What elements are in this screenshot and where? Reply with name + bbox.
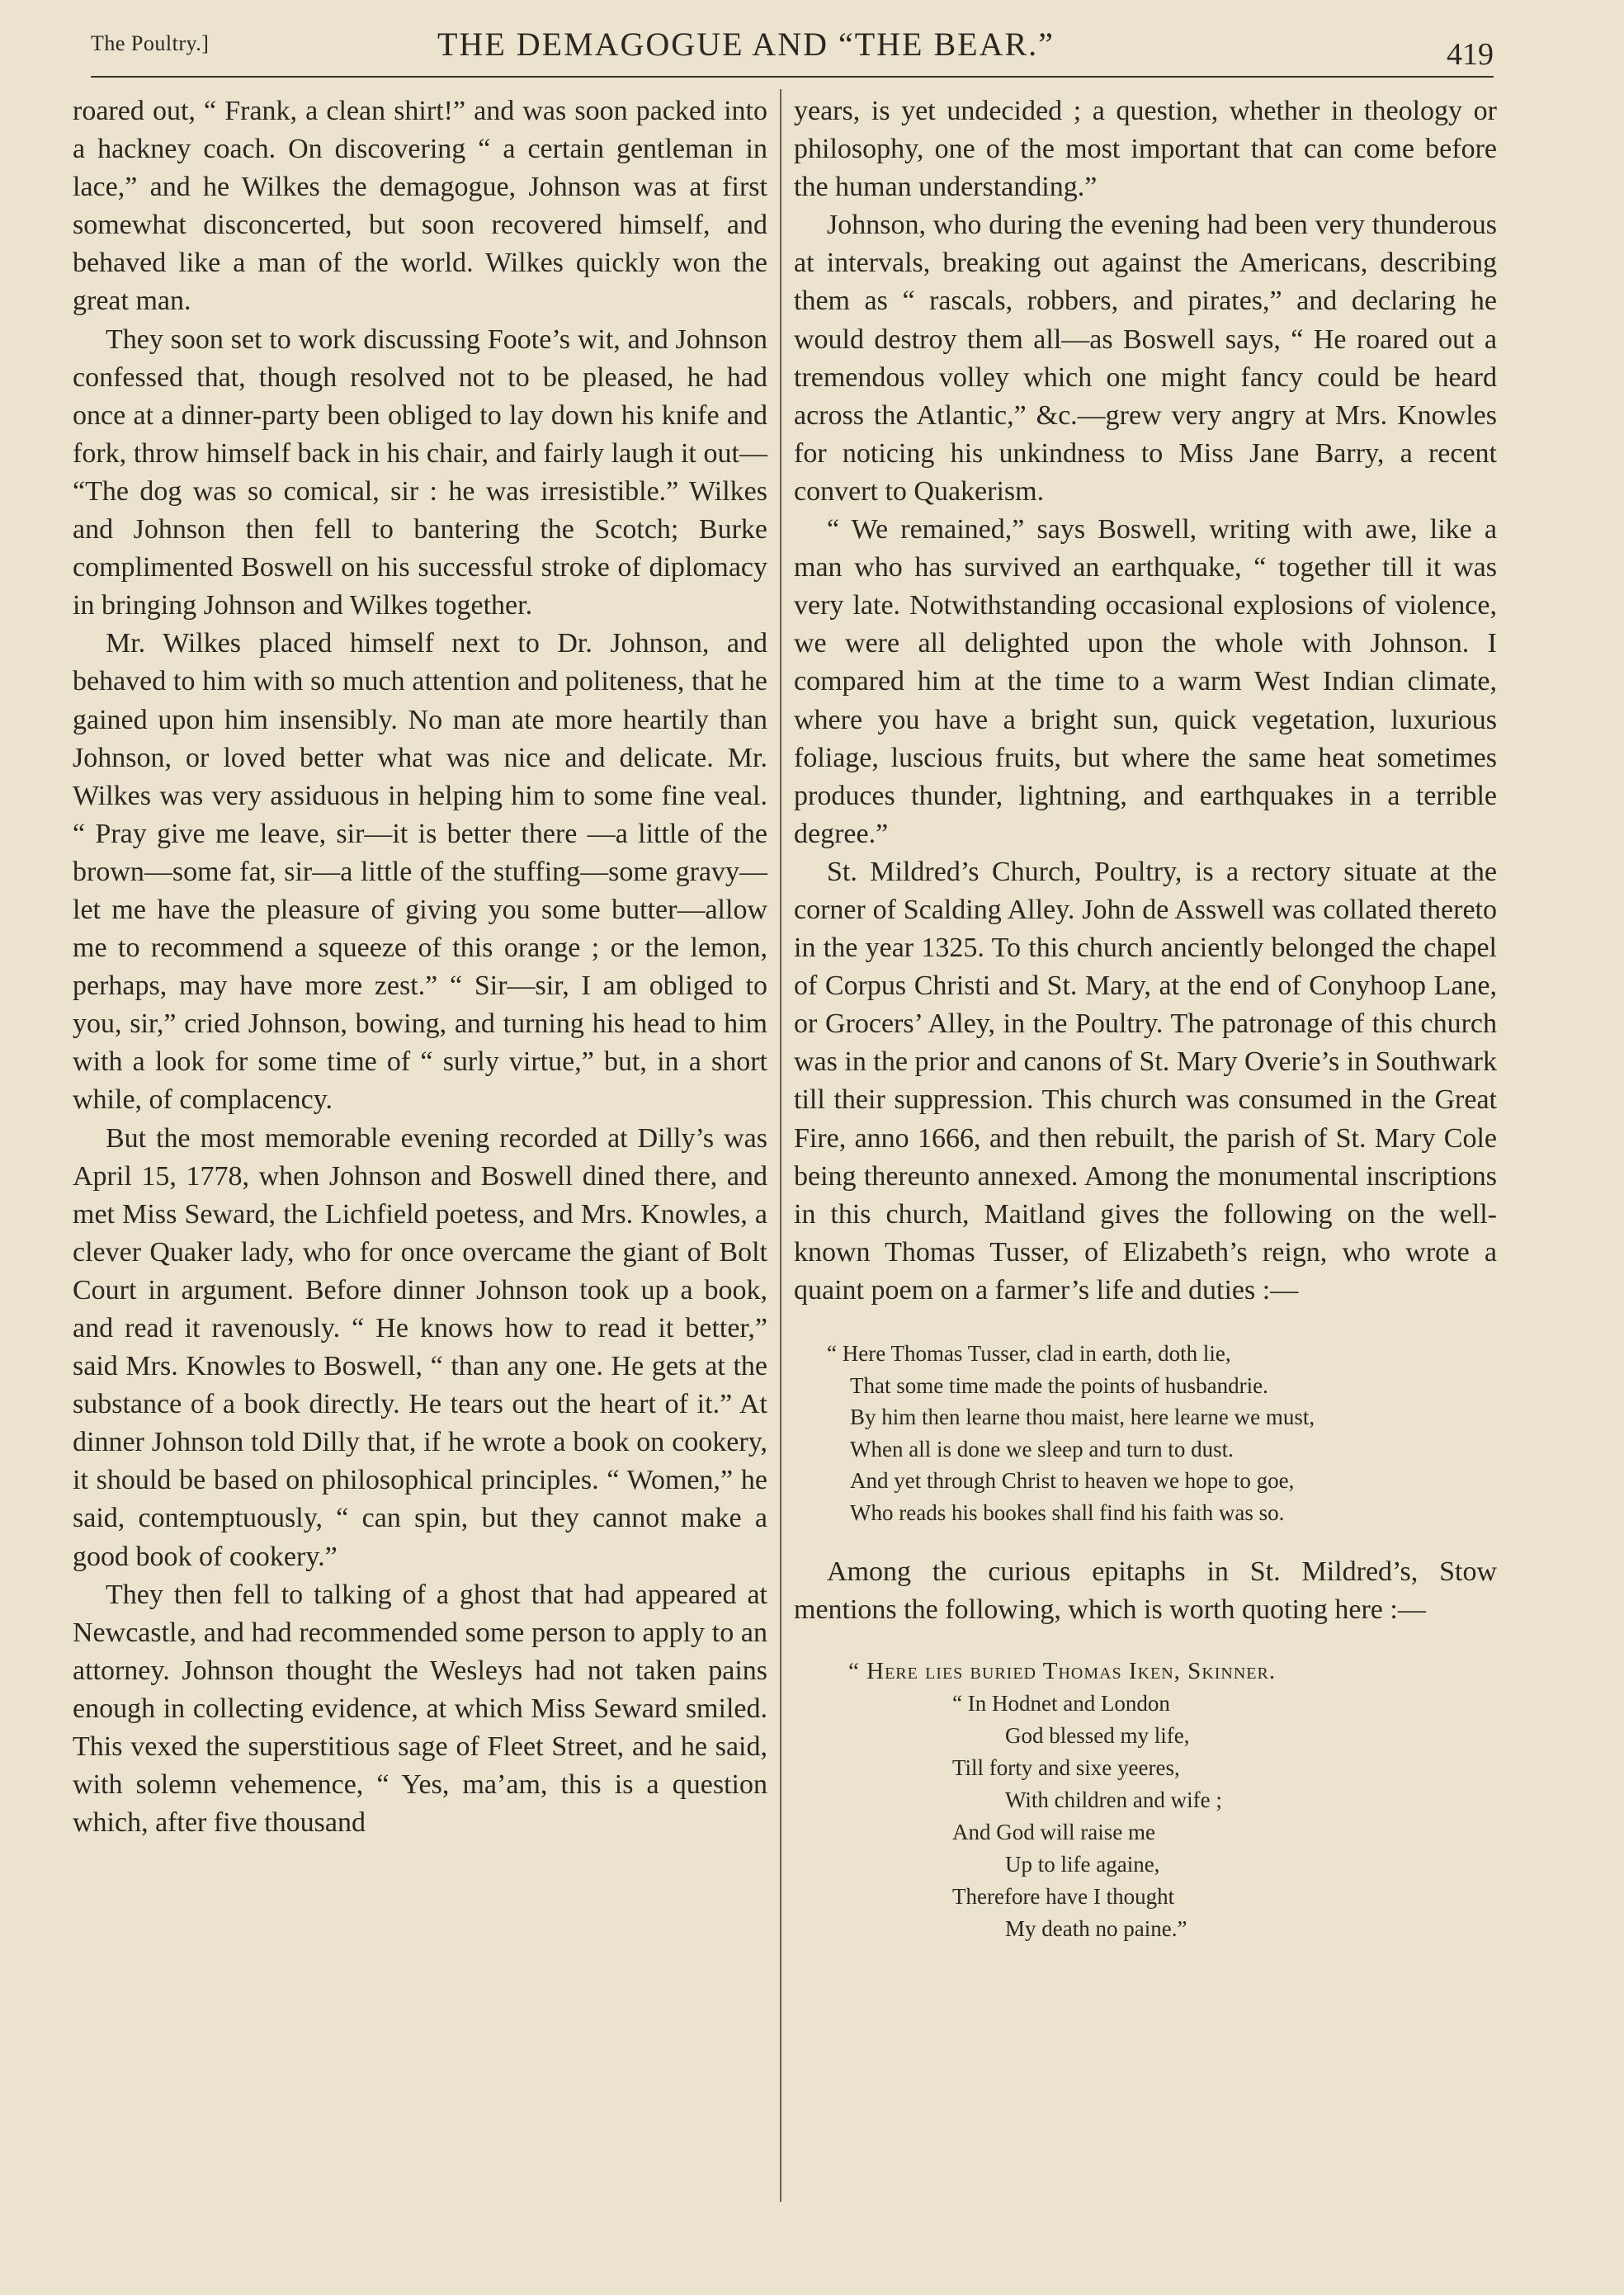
page-title: THE DEMAGOGUE AND “THE BEAR.”	[437, 26, 1055, 63]
epitaph-line: “ In Hodnet and London	[952, 1691, 1170, 1717]
column-divider	[780, 89, 781, 2202]
paragraph: St. Mildred’s Church, Poultry, is a rectory situate at the corner of Scalding Alley. John de Asswell was collated thereto in the year 1325. To this church anciently belonged the chapel of Corpus Christi and St. Mary, at the end of Conyhoop Lane, or Grocers’ Alley, in the Poultry. The patronage of this church was in the prior and canons of St. Mary Overie’s in Southwark till their suppression. This church was consumed in the Great Fire, anno 1666, and then rebuilt, the parish of St. Mary Cole being thereunto annexed. Among the monumental inscriptions in this church, Maitland gives the following on the well-known Thomas Tusser, of Elizabeth’s reign, who wrote a quaint poem on a farmer’s life and duties :—	[794, 856, 1497, 1306]
tusser-poem	[794, 1338, 1497, 1528]
page-header	[91, 25, 1494, 83]
poem-line: “ Here Thomas Tusser, clad in earth, doth lie,	[827, 1341, 1231, 1366]
right-column	[794, 92, 1497, 1945]
poem-line: Who reads his bookes shall find his faith was so.	[850, 1499, 1285, 1525]
paragraph: They then fell to talking of a ghost that had appeared at Newcastle, and had recommended some person to apply to an attorney. Johnson thought the Wesleys had not taken pains enough in collecting evidence, at which Miss Seward smiled. This vexed the superstitious sage of Fleet Street, and he said, with solemn vehemence, “ Yes, ma’am, this is a question which, after five thousand	[73, 1579, 767, 1839]
running-head: The Poultry.]	[91, 31, 210, 55]
poem-line: And yet through Christ to heaven we hope to goe,	[850, 1468, 1295, 1493]
header-rule	[91, 76, 1494, 78]
poem-line: That some time made the points of husbandrie.	[850, 1372, 1268, 1398]
paragraph: They soon set to work discussing Foote’s wit, and Johnson confessed that, though resolved not to be pleased, he had once at a dinner-party been obliged to lay down his knife and fork, throw himself back in his chair, and fairly laugh it out— “The dog was so comical, sir : he was irresistible.” Wilkes and Johnson then fell to bantering the Scotch; Burke complimented Boswell on his successful stroke of diplomacy in bringing Johnson and Wilkes together.	[73, 323, 767, 621]
epitaph-line: Till forty and sixe yeeres,	[952, 1755, 1180, 1781]
epitaph-line: And God will raise me	[952, 1820, 1155, 1845]
paragraph: roared out, “ Frank, a clean shirt!” and was soon packed into a hackney coach. On discovering “ a certain gentleman in lace,” and he Wilkes the demagogue, Johnson was at first somewhat disconcerted, but soon recovered himself, and behaved like a man of the world. Wilkes quickly won the great man.	[73, 96, 767, 317]
poem-line: When all is done we sleep and turn to dust.	[850, 1436, 1234, 1462]
page-number: 419	[1447, 37, 1494, 72]
paragraph: “ We remained,” says Boswell, writing with awe, like a man who has survived an earthquake, “ together till it was very late. Notwithstanding occasional explosions of violence, we were all delighted upon the whole with Johnson. I compared him at the time to a warm West Indian climate, where you have a bright sun, quick vegetation, luxurious foliage, luscious fruits, but where the same heat sometimes produces thunder, lightning, and earthquakes in a terrible degree.”	[794, 514, 1497, 849]
epitaph-line: With children and wife ;	[1005, 1787, 1222, 1813]
epitaph-line: Therefore have I thought	[952, 1884, 1175, 1910]
epitaph-line: Up to life againe,	[1005, 1852, 1160, 1877]
epitaph-line: My death no paine.”	[1005, 1916, 1187, 1942]
paragraph: years, is yet undecided ; a question, whether in theology or philosophy, one of the most important that can come before the human understanding.”	[794, 96, 1497, 203]
iken-epitaph	[794, 1655, 1497, 1945]
epitaph-line: God blessed my life,	[1005, 1723, 1190, 1749]
paragraph: Johnson, who during the evening had been very thunderous at intervals, breaking out against the Americans, describing them as “ rascals, robbers, and pirates,” and declaring he would destroy them all—as Boswell says, “ He roared out a tremendous volley which one might fancy could be heard across the Atlantic,” &c.—grew very angry at Mrs. Knowles for noticing his unkindness to Miss Jane Barry, a recent convert to Quakerism.	[794, 210, 1497, 507]
poem-line: By him then learne thou maist, here learne we must,	[850, 1405, 1315, 1429]
epitaph-heading: “ Here lies buried Thomas Iken, Skinner.	[848, 1658, 1277, 1685]
paragraph: Among the curious epitaphs in St. Mildred’s, Stow mentions the following, which is worth quoting here :—	[794, 1556, 1497, 1626]
paragraph: Mr. Wilkes placed himself next to Dr. Johnson, and behaved to him with so much attention and politeness, that he gained upon him insensibly. No man ate more heartily than Johnson, or loved better what was nice and delicate. Mr. Wilkes was very assiduous in helping him to some fine veal. “ Pray give me leave, sir—it is better there —a little of the brown—some fat, sir—a little of the stuffing—some gravy—let me have the pleasure of giving you some butter—allow me to recommend a squeeze of this orange ; or the lemon, perhaps, may have more zest.” “ Sir—sir, I am obliged to you, sir,” cried Johnson, bowing, and turning his head to him with a look for some time of “ surly virtue,” but, in a short while, of complacency.	[73, 628, 767, 1116]
paragraph: But the most memorable evening recorded at Dilly’s was April 15, 1778, when Johnson and Boswell dined there, and met Miss Seward, the Lichfield poetess, and Mrs. Knowles, a clever Quaker lady, who for once overcame the giant of Bolt Court in argument. Before dinner Johnson took up a book, and read it ravenously. “ He knows how to read it better,” said Mrs. Knowles to Boswell, “ than any one. He gets at the substance of a book directly. He tears out the heart of it.” At dinner Johnson told Dilly that, if he wrote a book on cookery, it should be based on philosophical principles. “ Women,” he said, contemptuously, “ can spin, but they cannot make a good book of cookery.”	[73, 1122, 767, 1572]
left-column	[73, 92, 767, 1842]
